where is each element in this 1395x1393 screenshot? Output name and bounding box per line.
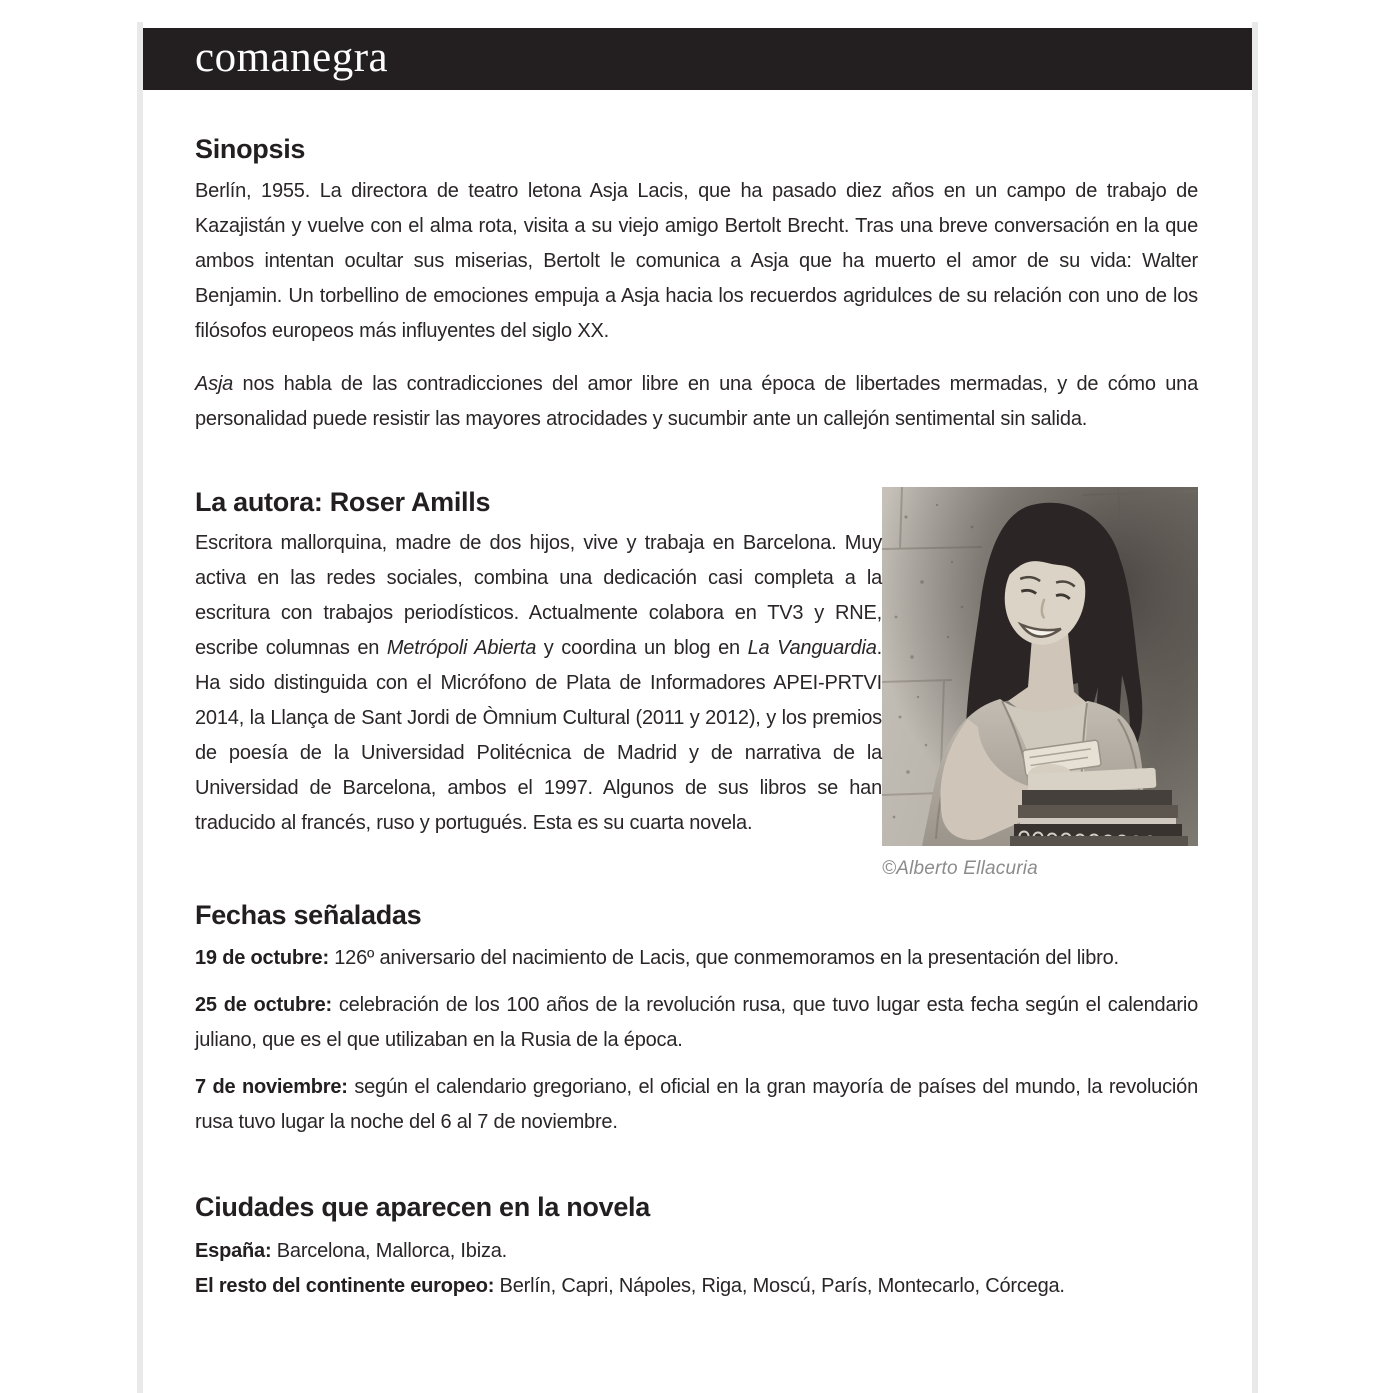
date-entry: 19 de octubre: 126º aniversario del nacimiento de Lacis, que conmemoramos en la presentación del libro. — [195, 947, 1119, 969]
dates-heading: Fechas señaladas — [195, 900, 422, 930]
roser-amills-portrait-photo — [882, 487, 1198, 846]
page-content — [143, 134, 1252, 1304]
author-photo-figure — [882, 487, 1198, 880]
publication-name-italic: Metrópoli Abierta — [386, 637, 537, 659]
city-entry: El resto del continente europeo: Berlín, Capri, Nápoles, Riga, Moscú, París, Montecarlo, Córcega. — [195, 1275, 1065, 1297]
synopsis-heading: Sinopsis — [195, 134, 306, 164]
synopsis-paragraph-2: Asja nos habla de las contradicciones del amor libre en una época de libertades mermadas, y de cómo una personalidad puede resistir las mayores atrocidades y sucumbir ante un callejón sentimental sin salida. — [195, 373, 1198, 430]
cities-section — [195, 1192, 1198, 1304]
publisher-logo: comanegra — [195, 34, 389, 81]
date-label: 25 de octubre: — [195, 994, 332, 1016]
dates-section — [195, 900, 1198, 1140]
book-title-italic: Asja — [195, 373, 234, 395]
city-group-label: El resto del continente europeo: — [195, 1275, 495, 1297]
author-section — [195, 487, 1198, 880]
synopsis-section — [195, 134, 1198, 437]
publication-name-italic: La Vanguardia — [747, 637, 877, 659]
author-heading: La autora: Roser Amills — [195, 487, 491, 517]
photo-credit-caption: ©Alberto Ellacuria — [882, 858, 1038, 879]
date-label: 19 de octubre: — [195, 947, 329, 969]
author-bio: Escritora mallorquina, madre de dos hijos, vive y trabaja en Barcelona. Muy activa en las redes sociales, combina una dedicación casi completa a la escritura con trabajos periodísticos. Actualmente colabora en TV3 y RNE, escribe columnas en Metrópoli Abierta y coordina un blog en La Vanguardia. Ha sido distinguida con el Micrófono de Plata de Informadores APEI-PRTVI 2014, la Llança de Sant Jordi de Òmnium Cultural (2011 y 2012), y los premios de poesía de la Universidad Politécnica de Madrid y de narrativa de la Universidad de Barcelona, ambos el 1997. Algunos de sus libros se han traducido al francés, ruso y portugués. Esta es su cuarta novela. — [195, 532, 882, 834]
publisher-header-bar — [143, 28, 1252, 90]
synopsis-paragraph-1: Berlín, 1955. La directora de teatro letona Asja Lacis, que ha pasado diez años en un campo de trabajo de Kazajistán y vuelve con el alma rota, visita a su viejo amigo Bertolt Brecht. Tras una breve conversación en la que ambos intentan ocultar sus miserias, Bertolt le comunica a Asja que ha muerto el amor de su vida: Walter Benjamin. Un torbellino de emociones empuja a Asja hacia los recuerdos agridulces de su relación con uno de los filósofos europeos más influyentes del siglo XX. — [195, 180, 1198, 342]
city-group-label: España: — [195, 1240, 272, 1262]
date-entry: 25 de octubre: celebración de los 100 años de la revolución rusa, que tuvo lugar esta fecha según el calendario juliano, que es el que utilizaban en la Rusia de la época. — [195, 994, 1198, 1051]
date-entry: 7 de noviembre: según el calendario gregoriano, el oficial en la gran mayoría de países del mundo, la revolución rusa tuvo lugar la noche del 6 al 7 de noviembre. — [195, 1076, 1198, 1133]
city-entry: España: Barcelona, Mallorca, Ibiza. — [195, 1240, 508, 1262]
cities-heading: Ciudades que aparecen en la novela — [195, 1192, 650, 1222]
document-page — [137, 22, 1258, 1393]
date-label: 7 de noviembre: — [195, 1076, 348, 1098]
